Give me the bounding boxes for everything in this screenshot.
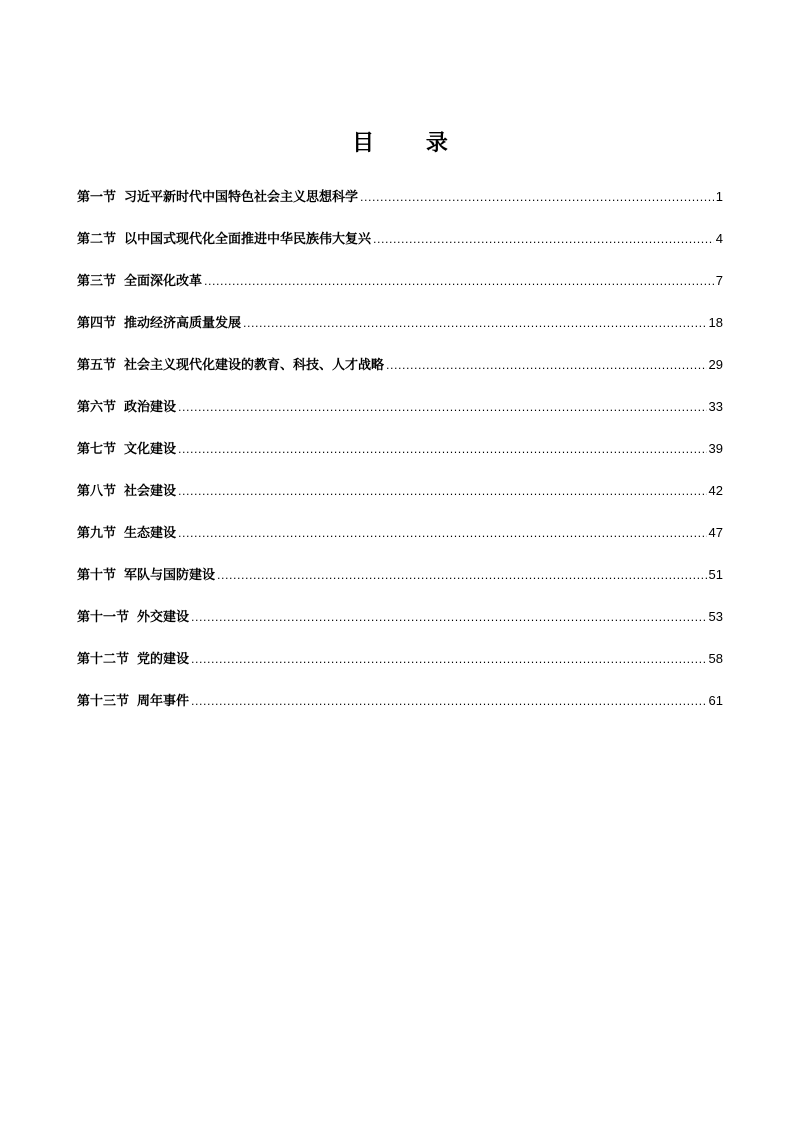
toc-section-number: 第六节 [77,400,117,415]
toc-heading: 外交建设 [137,610,190,625]
toc-list [77,184,723,730]
toc-dot-leader [178,479,707,505]
toc-section-number: 第八节 [77,484,117,499]
toc-page-number: 18 [708,315,723,330]
toc-dot-leader [386,353,707,379]
toc-page-number: 42 [708,483,723,498]
toc-section-number: 第九节 [77,526,117,541]
toc-page-number: 1 [715,189,723,204]
toc-dot-leader [178,521,707,547]
toc-section-number: 第十一节 [77,610,130,625]
toc-page-number: 33 [708,399,723,414]
toc-entry[interactable] [77,352,723,394]
toc-page-number: 47 [708,525,723,540]
toc-entry[interactable] [77,310,723,352]
toc-page-number: 39 [708,441,723,456]
toc-heading: 军队与国防建设 [124,568,216,583]
toc-section-number: 第七节 [77,442,117,457]
toc-page-number: 53 [708,609,723,624]
toc-section-number: 第一节 [77,190,117,205]
toc-dot-leader [178,395,707,421]
toc-heading: 文化建设 [124,442,177,457]
toc-page-number: 4 [715,231,723,246]
toc-dot-leader [204,269,714,295]
toc-heading: 党的建设 [137,652,190,667]
toc-entry[interactable] [77,520,723,562]
toc-heading: 政治建设 [124,400,177,415]
toc-heading: 习近平新时代中国特色社会主义思想科学 [124,190,359,205]
toc-entry[interactable] [77,268,723,310]
toc-section-number: 第四节 [77,316,117,331]
toc-dot-leader [191,689,707,715]
toc-page-number: 51 [708,567,723,582]
toc-heading: 推动经济高质量发展 [124,316,242,331]
toc-dot-leader [373,227,714,253]
toc-entry[interactable] [77,436,723,478]
toc-heading: 生态建设 [124,526,177,541]
toc-page-number: 58 [708,651,723,666]
toc-entry[interactable] [77,688,723,730]
toc-dot-leader [191,647,707,673]
toc-dot-leader [178,437,707,463]
toc-heading: 周年事件 [137,694,190,709]
toc-entry[interactable] [77,646,723,688]
toc-section-number: 第十节 [77,568,117,583]
toc-section-number: 第十二节 [77,652,130,667]
toc-entry[interactable] [77,394,723,436]
toc-section-number: 第五节 [77,358,117,373]
toc-entry[interactable] [77,562,723,604]
toc-page-number: 7 [715,273,723,288]
toc-section-number: 第二节 [77,232,117,247]
toc-section-number: 第三节 [77,274,117,289]
toc-heading: 以中国式现代化全面推进中华民族伟大复兴 [124,232,372,247]
toc-dot-leader [243,311,707,337]
toc-page-number: 61 [708,693,723,708]
toc-entry[interactable] [77,184,723,226]
toc-entry[interactable] [77,478,723,520]
toc-title: 目 录 [352,131,470,156]
toc-entry[interactable] [77,604,723,646]
toc-dot-leader [360,185,714,211]
toc-entry[interactable] [77,226,723,268]
toc-dot-leader [191,605,707,631]
toc-dot-leader [217,563,707,589]
toc-heading: 社会建设 [124,484,177,499]
toc-page-number: 29 [708,357,723,372]
toc-heading: 社会主义现代化建设的教育、科技、人才战略 [124,358,385,373]
toc-section-number: 第十三节 [77,694,130,709]
toc-heading: 全面深化改革 [124,274,203,289]
